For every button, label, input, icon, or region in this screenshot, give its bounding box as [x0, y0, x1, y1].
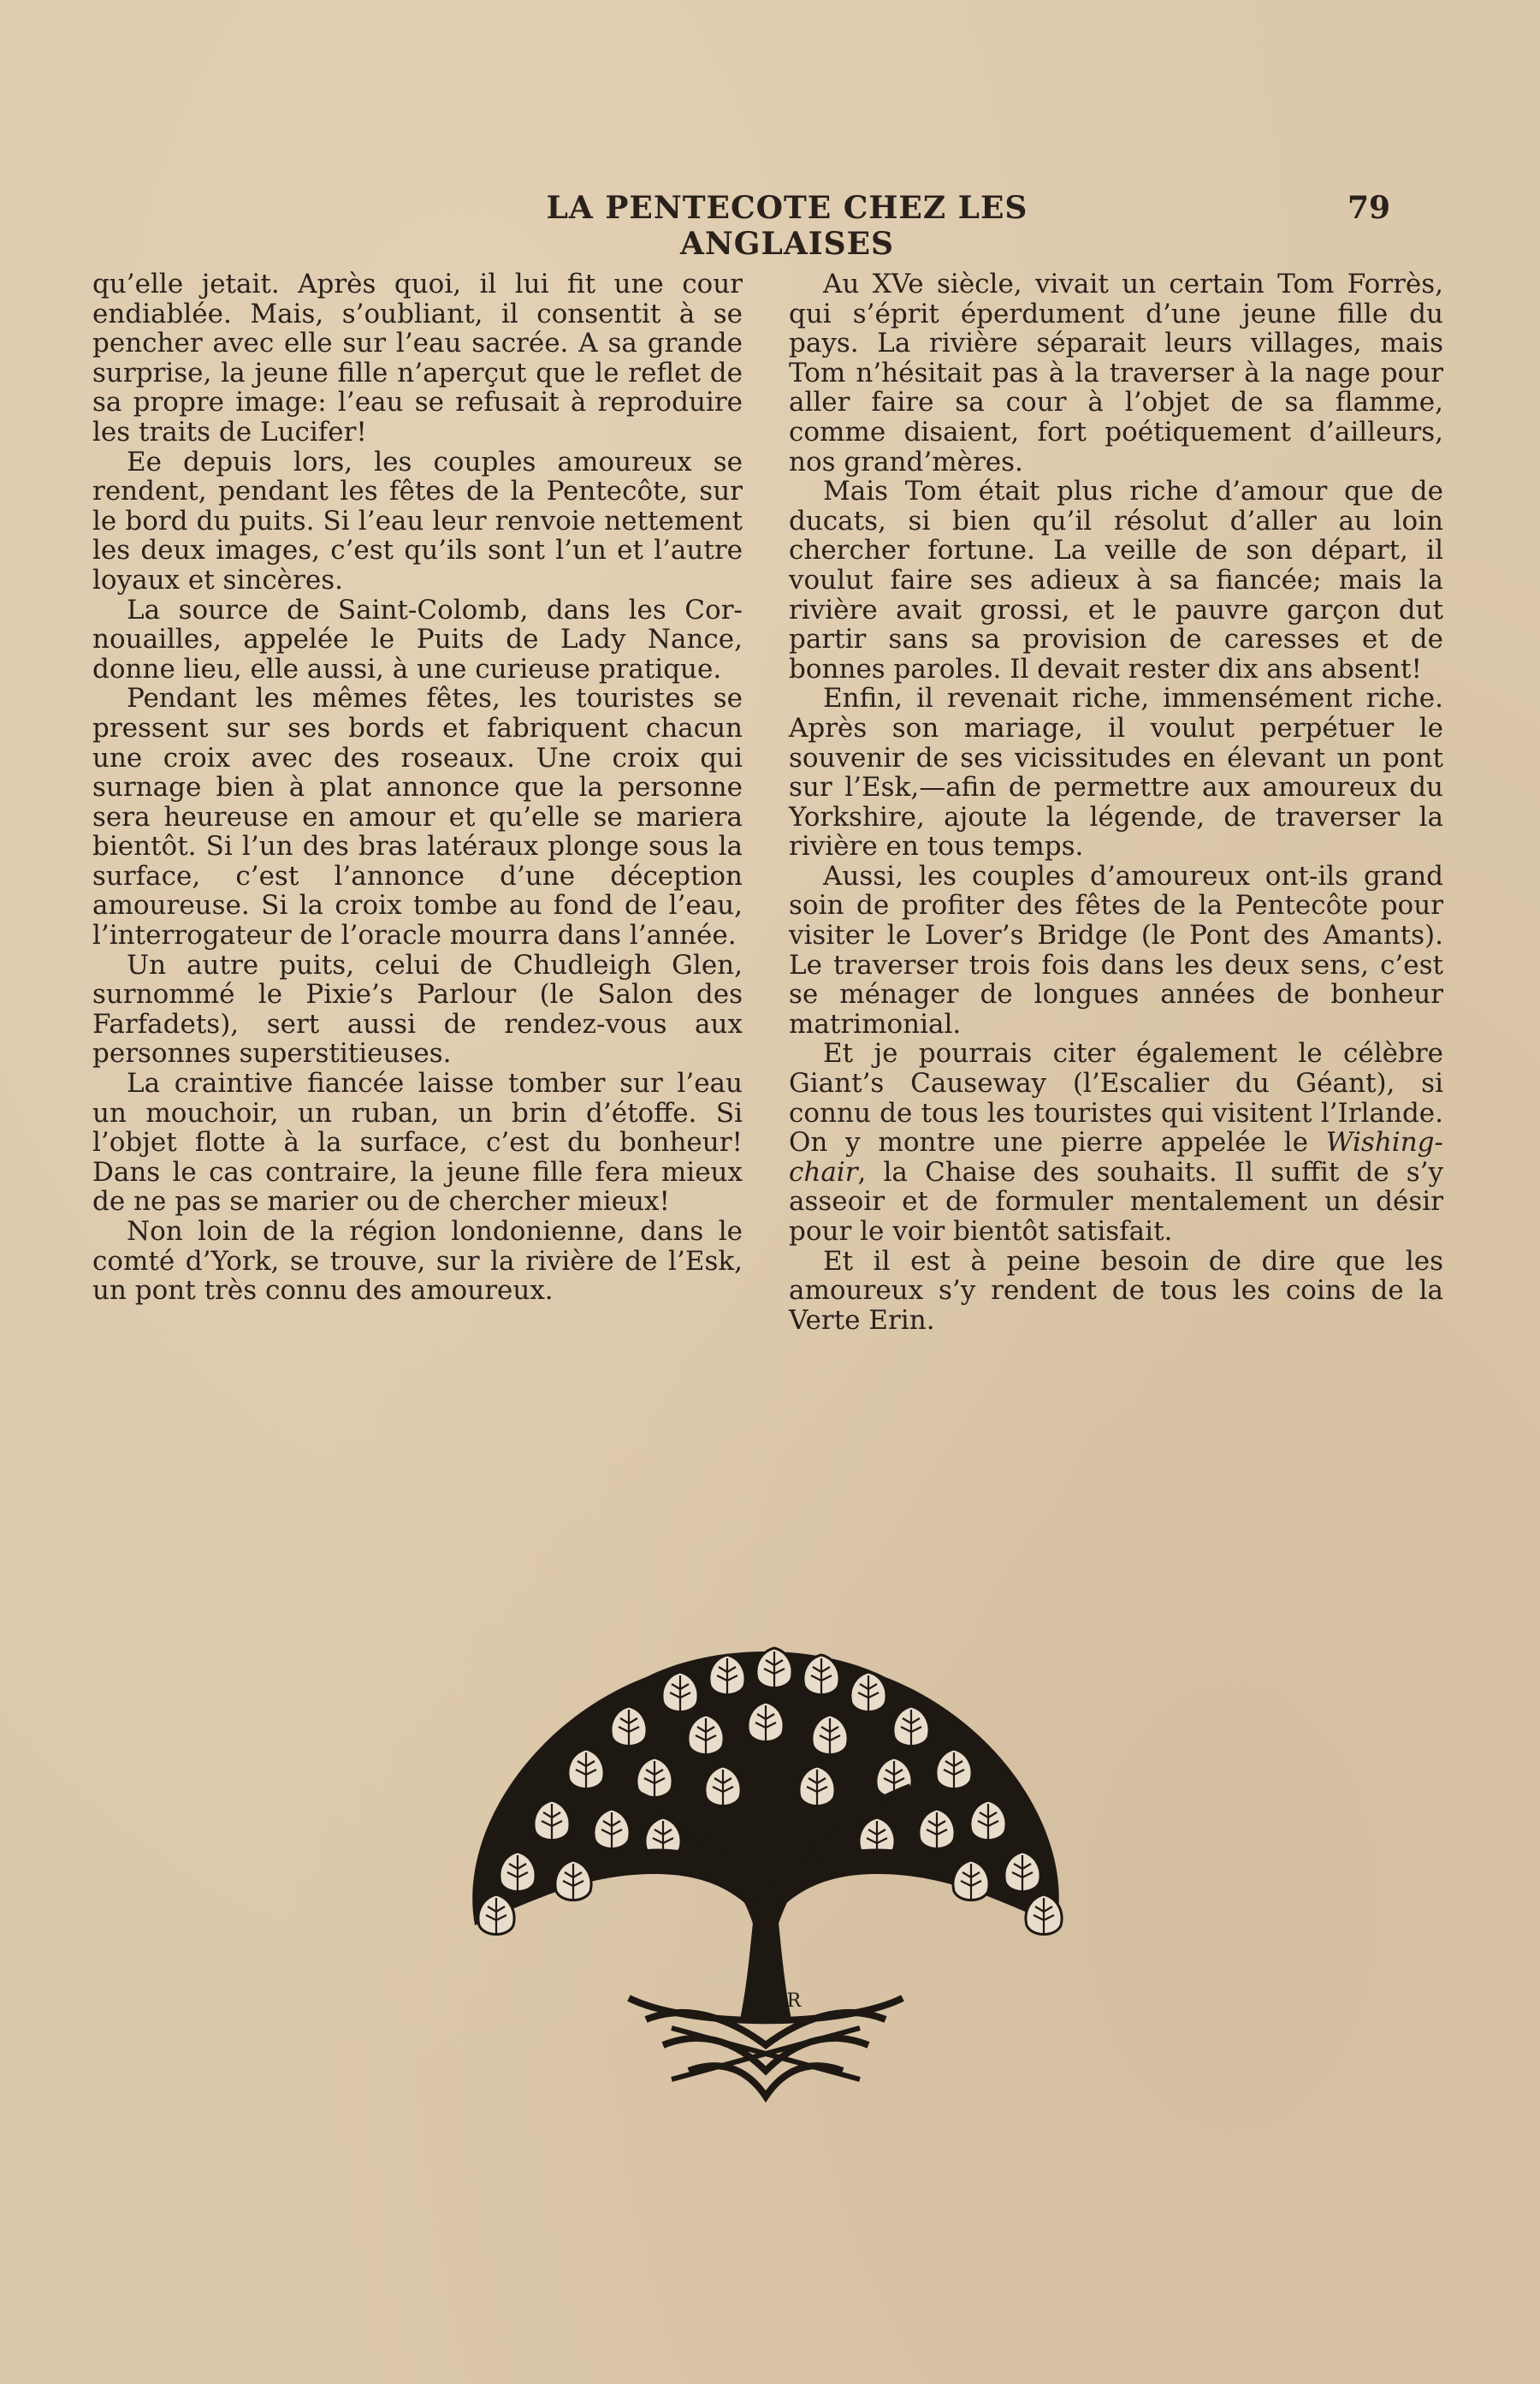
tree-ornament-icon	[432, 1617, 1099, 2114]
left-column	[92, 270, 743, 1306]
paragraph: Pendant les mêmes fêtes, les touristes se pressent sur ses bords et fabriquent chacun une croix avec des roseaux. Une croix qui surnage bien à plat annonce que la personne sera heureuse en amour et qu’elle se mariera bientôt. Si l’un des bras latéraux plonge sous la surface, c’est l’annonce d’une déception amoureuse. Si la croix tombe au fond de l’eau, l’interrogateur de l’oracle mourra dans l’année.	[92, 683, 743, 952]
paragraph: Mais Tom était plus riche d’amour que de ducats, si bien qu’il résolut d’aller au loin chercher fortune. La veille de son départ, il voulut faire ses adieux à sa fiancée; mais la rivière avait grossi, et le pauvre garçon dut partir sans sa provision de caresses et de bonnes paroles. Il devait rester dix ans absent!	[789, 476, 1443, 685]
right-column	[789, 270, 1443, 1335]
text-run: , la Chaise des souhaits. Il suffit de s’y asseoir et de formuler mentalement un désir pour le voir bientôt satisfait.	[789, 1156, 1443, 1247]
italic-term: Wishing-chair	[789, 1127, 1443, 1188]
paragraph: La source de Saint-Colomb, dans les Cornouailles, appelée le Puits de Lady Nance, donne lieu, elle aussi, à une curieuse pratique.	[92, 594, 743, 685]
monogram: LR	[774, 1990, 802, 2012]
paragraph: Au XVe siècle, vivait un certain Tom Forrès, qui s’éprit éperdument d’une jeune fille du pays. La rivière séparait leurs villages, mais Tom n’hésitait pas à la traverser à la nage pour aller faire sa cour à l’objet de sa flamme, comme disaient, fort poétiquement d’ailleurs, nos grand’mères.	[789, 269, 1443, 477]
paragraph: La craintive fiancée laisse tomber sur l’eau un mouchoir, un ruban, un brin d’étoffe. Si l’objet flotte à la surface, c’est du bonheur! Dans le cas contraire, la jeune fille fera mieux de ne pas se marier ou de chercher mieux!	[92, 1068, 743, 1218]
paragraph: qu’elle jetait. Après quoi, il lui fit une cour endiablée. Mais, s’oubliant, il consentit à se pencher avec elle sur l’eau sacrée. A sa grande surprise, la jeune fille n’aperçut que le reflet de sa propre image: l’eau se refusait à reproduire les traits de Lucifer!	[92, 269, 743, 448]
running-title: LA PENTECOTE CHEZ LES ANGLAISES	[546, 190, 1028, 262]
page-number: 79	[1348, 190, 1391, 226]
paragraph: Un autre puits, celui de Chudleigh Glen, surnommé le Pixie’s Parlour (le Salon des Farfadets), sert aussi de rendez-vous aux personnes superstitieuses.	[92, 949, 743, 1070]
paragraph: Ee depuis lors, les couples amoureux se rendent, pendant les fêtes de la Pentecôte, sur le bord du puits. Si l’eau leur renvoie nettement les deux images, c’est qu’ils sont l’un et l’autre loyaux et sincères.	[92, 446, 743, 596]
paragraph: Aussi, les couples d’amoureux ont-ils grand soin de profiter des fêtes de la Pentecôte pour visiter le Lover’s Bridge (le Pont des Amants). Le traverser trois fois dans les deux sens, c’est se ménager de longues années de bonheur matrimonial.	[789, 860, 1443, 1040]
paragraph: Non loin de la région londonienne, dans le comté d’York, se trouve, sur la rivière de l’Esk, un pont très connu des amoureux.	[92, 1216, 743, 1307]
text-run: Et je pourrais citer également le célèbre Giant’s Causeway (l’Escalier du Géant), si connu de tous les touristes qui visitent l’Irlande. On y montre une pierre appelée le	[789, 1038, 1443, 1159]
paragraph: Et il est à peine besoin de dire que les amoureux s’y rendent de tous les coins de la Verte Erin.	[789, 1245, 1443, 1336]
paragraph	[789, 1039, 1443, 1246]
paragraph: Enfin, il revenait riche, immensément riche. Après son mariage, il voulut perpétuer le souvenir de ses vicissitudes en élevant un pont sur l’Esk,—afin de permettre aux amoureux du Yorkshire, ajoute la légende, de traverser la rivière en tous temps.	[789, 683, 1443, 863]
